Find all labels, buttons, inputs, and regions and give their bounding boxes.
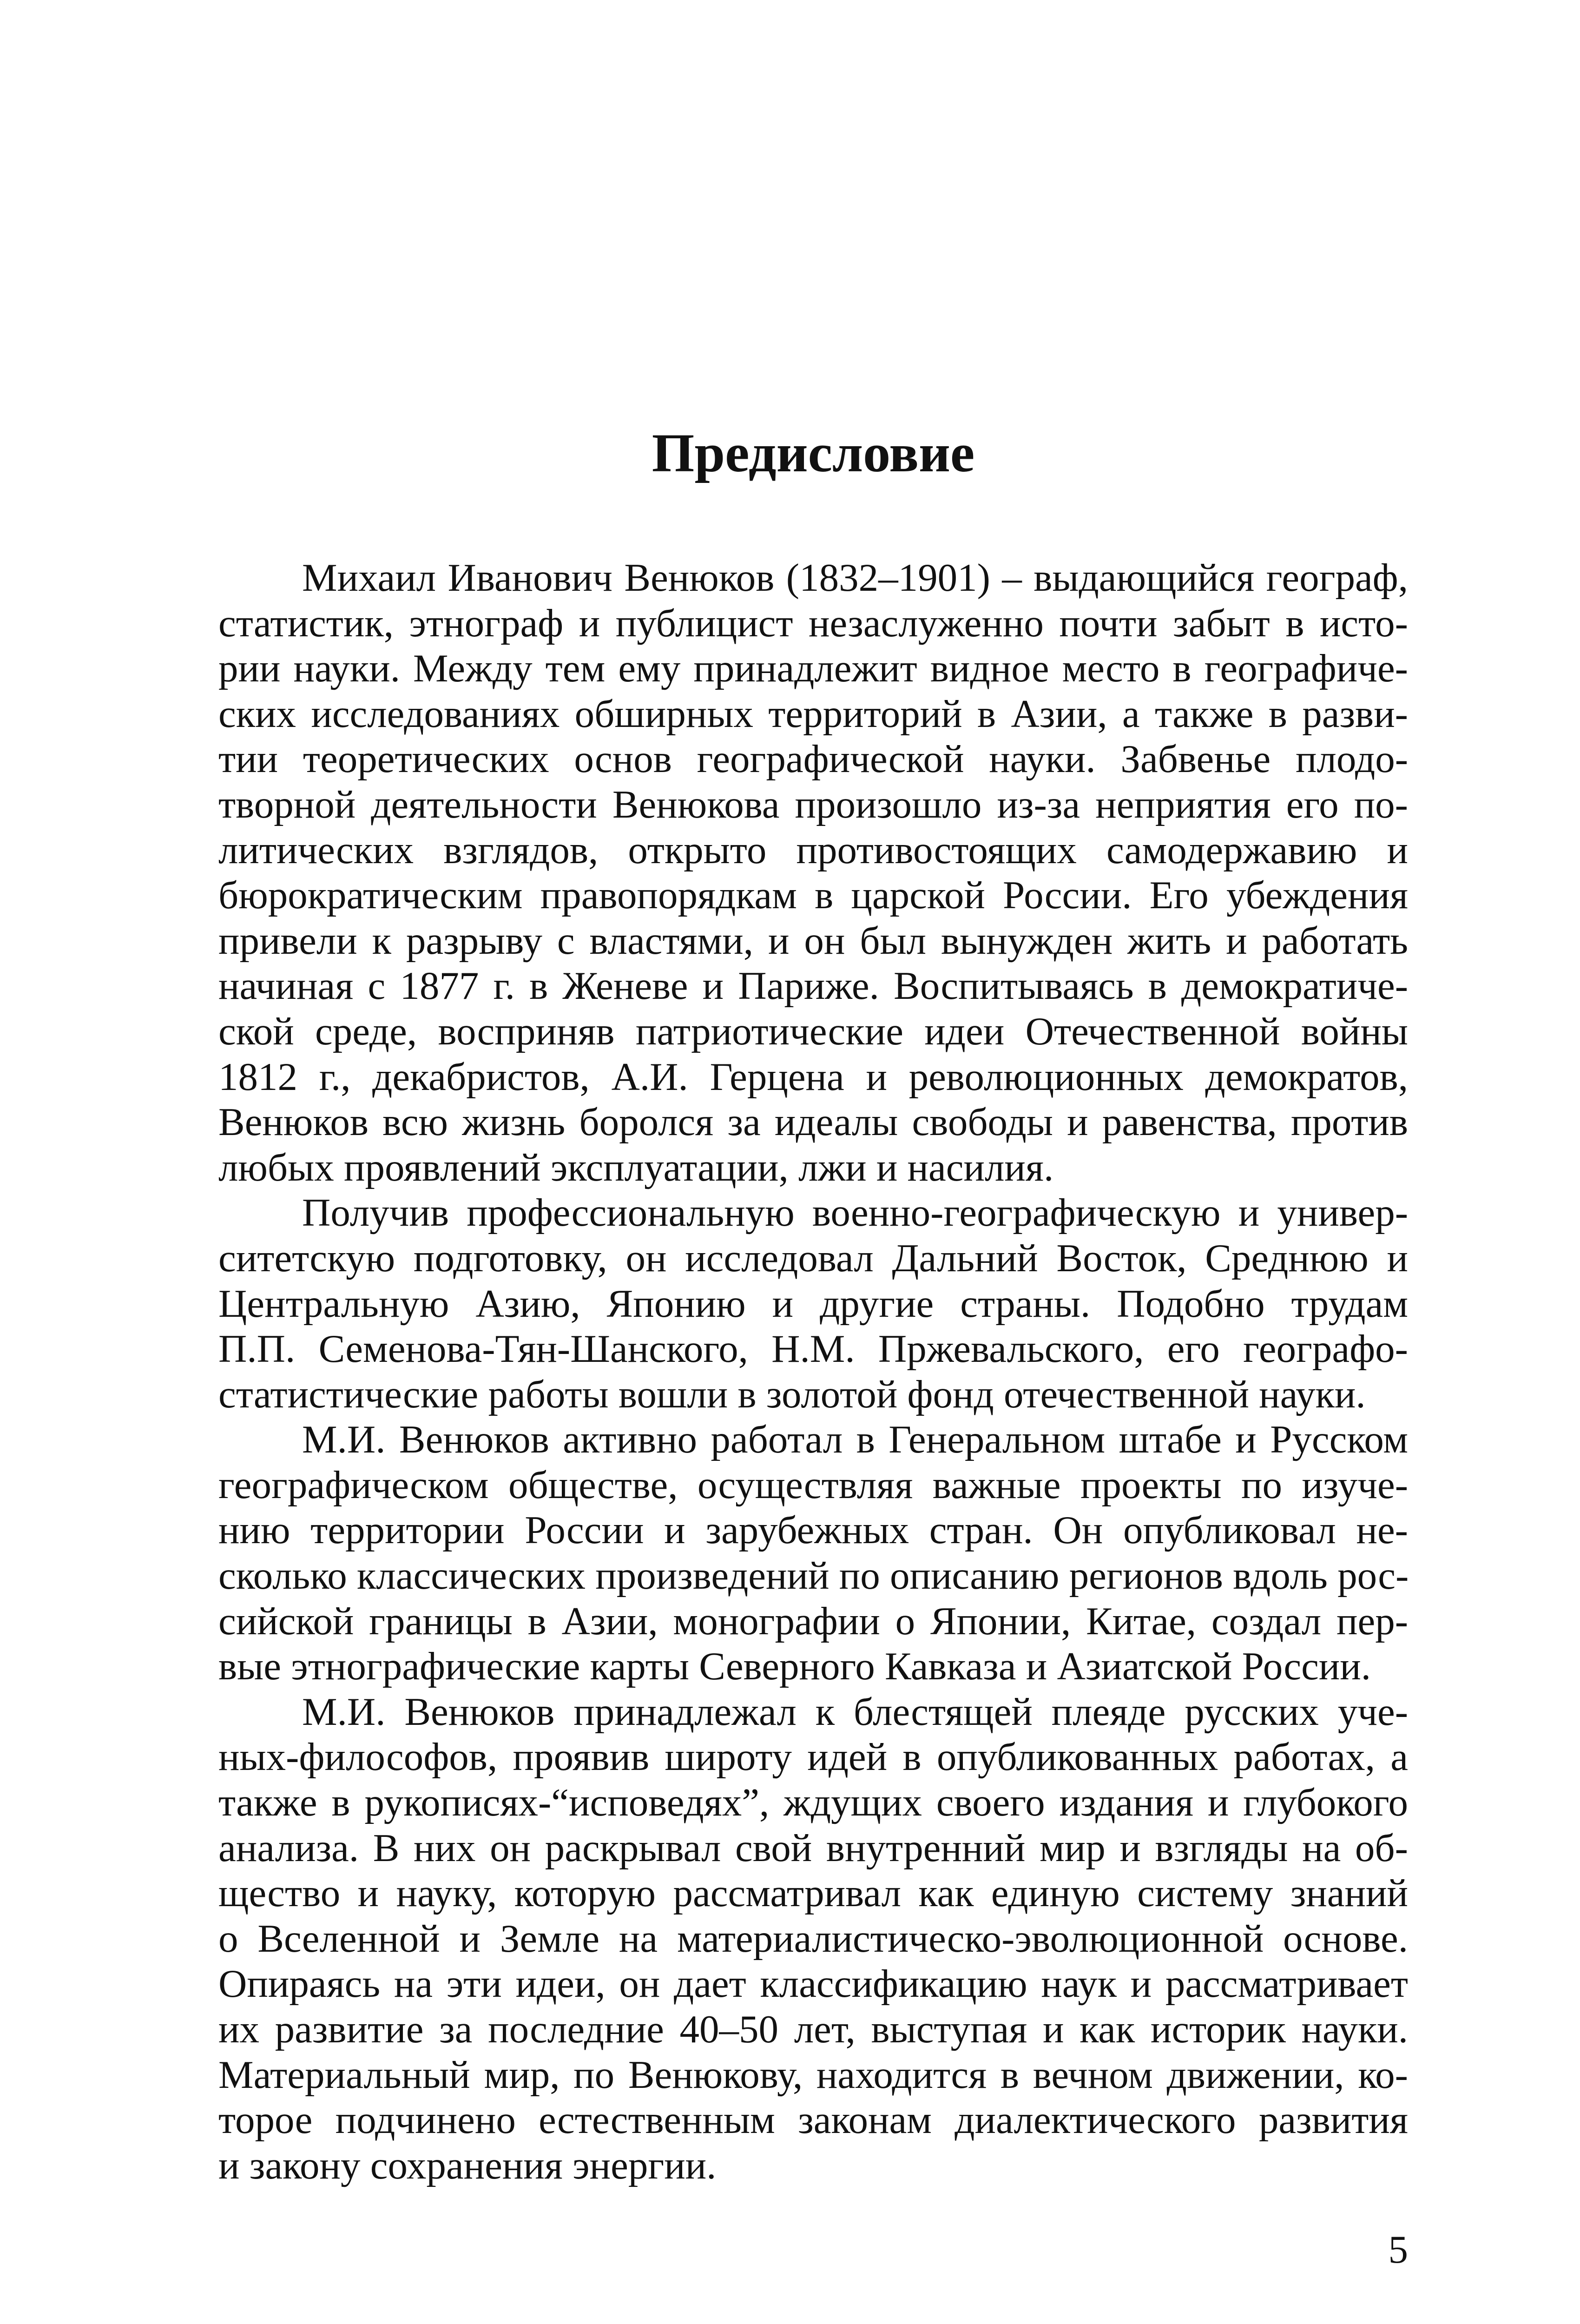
text-line: и закону сохранения энергии. <box>218 2143 717 2187</box>
text-line: о Вселенной и Земле на материалистическо-эволюционной основе. <box>218 1916 1408 1961</box>
text-line: начиная с 1877 г. в Женеве и Париже. Воспитываясь в демократиче- <box>218 964 1408 1008</box>
text-line: бюрократическим правопорядкам в царской России. Его убеждения <box>218 873 1408 918</box>
text-line: тии теоретических основ географической науки. Забвенье плодо- <box>218 737 1408 781</box>
text-line: литических взглядов, открыто противостоящих самодержавию и <box>218 828 1408 872</box>
body-text <box>218 555 1408 2188</box>
text-line: Центральную Азию, Японию и другие страны. Подобно трудам <box>218 1281 1408 1326</box>
text-line: ситетскую подготовку, он исследовал Дальний Восток, Среднюю и <box>218 1236 1408 1280</box>
text-line: щество и науку, которую рассматривал как единую систему знаний <box>218 1871 1408 1915</box>
text-line: ских исследованиях обширных территорий в Азии, а также в разви- <box>218 692 1408 736</box>
paragraph-4 <box>218 1690 1408 2189</box>
text-line: нию территории России и зарубежных стран. Он опубликовал не- <box>218 1508 1408 1552</box>
page-number: 5 <box>1388 2228 1408 2271</box>
text-line: ных-философов, проявив широту идей в опубликованных работах, а <box>218 1735 1408 1779</box>
text-line: Венюков всю жизнь боролся за идеалы свободы и равенства, против <box>218 1100 1408 1144</box>
text-line: вые этнографические карты Северного Кавказа и Азиатской России. <box>218 1644 1371 1689</box>
paragraph-3 <box>218 1417 1408 1690</box>
text-line: Получив профессиональную военно-географическую и универ- <box>302 1191 1408 1235</box>
text-line: М.И. Венюков активно работал в Генеральном штабе и Русском <box>302 1418 1408 1462</box>
text-line: их развитие за последние 40–50 лет, выступая и как историк науки. <box>218 2007 1408 2051</box>
text-line: рии науки. Между тем ему принадлежит видное место в географиче- <box>218 647 1408 691</box>
text-line: сколько классических произведений по описанию регионов вдоль рос- <box>218 1554 1409 1598</box>
page-title: Предисловие <box>652 423 975 483</box>
text-line: Опираясь на эти идеи, он дает классификацию наук и рассматривает <box>218 1962 1408 2006</box>
text-line: также в рукописях-“исповедях”, ждущих своего издания и глубокого <box>218 1781 1408 1825</box>
text-line: М.И. Венюков принадлежал к блестящей плеяде русских уче- <box>302 1690 1408 1734</box>
text-line: статистик, этнограф и публицист незаслуженно почти забыт в исто- <box>218 601 1408 645</box>
paragraph-1 <box>218 555 1408 1190</box>
text-line: Михаил Иванович Венюков (1832–1901) – выдающийся географ, <box>302 556 1408 600</box>
text-line: сийской границы в Азии, монографии о Японии, Китае, создал пер- <box>218 1599 1408 1643</box>
text-line: анализа. В них он раскрывал свой внутренний мир и взгляды на об- <box>218 1826 1408 1870</box>
text-line: географическом обществе, осуществляя важные проекты по изуче- <box>218 1463 1408 1507</box>
text-line: 1812 г., декабристов, А.И. Герцена и революционных демократов, <box>218 1055 1408 1099</box>
text-line: любых проявлений эксплуатации, лжи и насилия. <box>218 1145 1054 1189</box>
paragraph-2 <box>218 1190 1408 1417</box>
text-line: творной деятельности Венюкова произошло из-за неприятия его по- <box>218 782 1408 826</box>
text-line: ской среде, восприняв патриотические идеи Отечественной войны <box>218 1009 1408 1053</box>
text-line: Материальный мир, по Венюкову, находится в вечном движении, ко- <box>218 2053 1408 2097</box>
text-line: привели к разрыву с властями, и он был вынужден жить и работать <box>218 918 1408 963</box>
text-line: статистические работы вошли в золотой фонд отечественной науки. <box>218 1372 1366 1416</box>
text-line: торое подчинено естественным законам диалектического развития <box>218 2098 1408 2142</box>
text-line: П.П. Семенова-Тян-Шанского, Н.М. Пржевальского, его географо- <box>218 1327 1408 1371</box>
